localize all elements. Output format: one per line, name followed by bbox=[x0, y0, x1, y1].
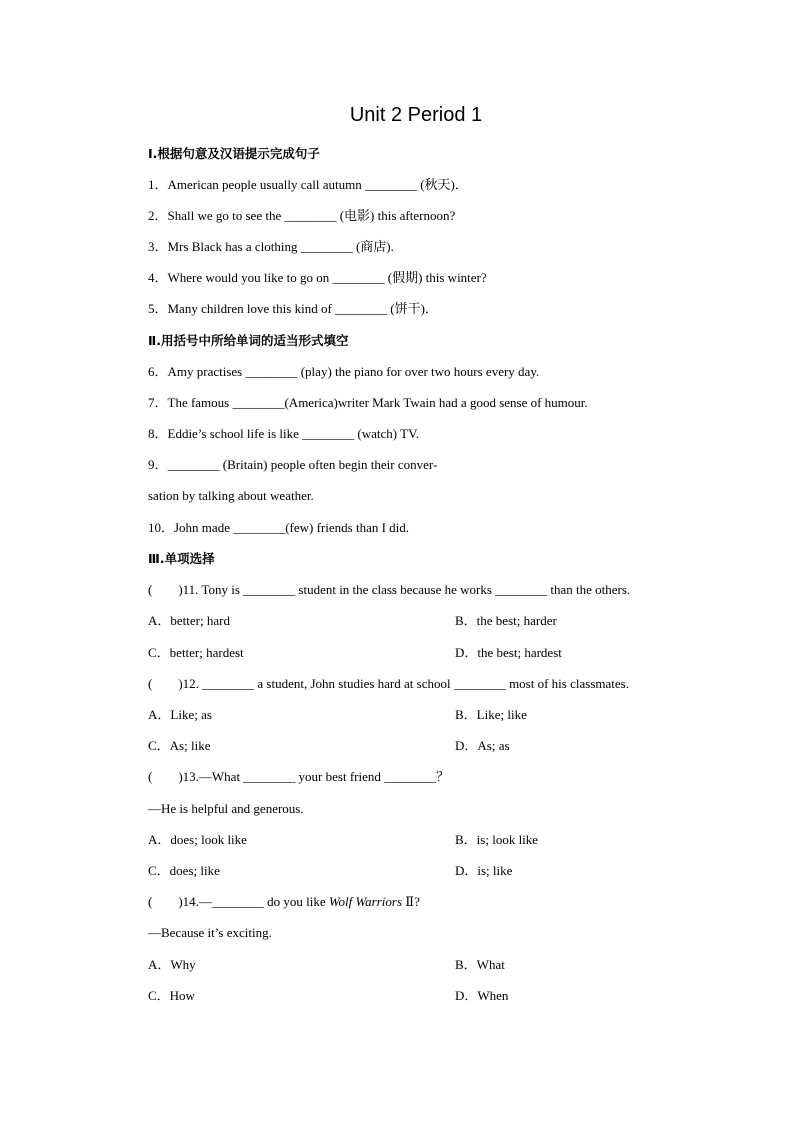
question-12-option-b: B．Like; like bbox=[455, 707, 527, 722]
question-11-option-a: A．better; hard bbox=[148, 613, 230, 628]
question-7: 7．The famous ________(America)writer Mark Twain had a good sense of humour. bbox=[148, 395, 588, 410]
question-14-reply: —Because it’s exciting. bbox=[148, 925, 272, 940]
question-8: 8．Eddie’s school life is like ________ (watch) TV. bbox=[148, 426, 420, 441]
question-13-option-a: A．does; look like bbox=[148, 832, 247, 847]
question-6: 6．Amy practises ________ (play) the piano for over two hours every day. bbox=[148, 364, 540, 379]
question-3: 3．Mrs Black has a clothing ________ (商店). bbox=[148, 239, 394, 254]
question-11-option-b: B．the best; harder bbox=[455, 613, 557, 628]
question-14-movie-title: Wolf Warriors bbox=[328, 894, 402, 909]
question-13-option-b: B．is; look like bbox=[455, 832, 539, 847]
question-14-option-b: B．What bbox=[455, 957, 505, 972]
question-12-option-c: C．As; like bbox=[148, 738, 211, 753]
question-11-option-d: D．the best; hardest bbox=[455, 645, 562, 660]
section-3-heading: Ⅲ.单项选择 bbox=[148, 551, 215, 566]
question-14-stem-prefix: ( )14.—________ do you like bbox=[148, 894, 329, 909]
question-5: 5．Many children love this kind of ________ (饼干)． bbox=[148, 301, 438, 316]
question-13-stem: ( )13.—What ________ your best friend ________？ bbox=[148, 769, 450, 784]
question-9-continued: sation by talking about weather. bbox=[148, 488, 314, 503]
page-title: Unit 2 Period 1 bbox=[349, 104, 483, 126]
question-4: 4．Where would you like to go on ________ (假期) this winter? bbox=[148, 270, 487, 285]
section-1-heading: Ⅰ.根据句意及汉语提示完成句子 bbox=[148, 146, 320, 161]
question-10: 10．John made ________(few) friends than I did. bbox=[148, 520, 410, 535]
question-2: 2．Shall we go to see the ________ (电影) this afternoon? bbox=[148, 208, 456, 223]
question-11-stem: ( )11. Tony is ________ student in the class because he works ________ than the others. bbox=[148, 582, 631, 597]
question-14-option-a: A．Why bbox=[148, 957, 196, 972]
question-13-option-d: D．is; like bbox=[455, 863, 513, 878]
question-14-option-c: C．How bbox=[148, 988, 195, 1003]
question-13-reply: —He is helpful and generous. bbox=[148, 801, 304, 816]
question-14-stem bbox=[148, 894, 420, 910]
question-14-stem-suffix: Ⅱ? bbox=[402, 894, 420, 909]
question-11-option-c: C．better; hardest bbox=[148, 645, 244, 660]
question-12-stem: ( )12. ________ a student, John studies hard at school ________ most of his classmates. bbox=[148, 676, 629, 691]
question-12-option-d: D．As; as bbox=[455, 738, 510, 753]
question-1: 1．American people usually call autumn ________ (秋天)． bbox=[148, 177, 468, 192]
question-12-option-a: A．Like; as bbox=[148, 707, 212, 722]
question-14-option-d: D．When bbox=[455, 988, 509, 1003]
question-9: 9．________ (Britain) people often begin their conver- bbox=[148, 457, 438, 472]
question-13-option-c: C．does; like bbox=[148, 863, 220, 878]
section-2-heading: Ⅱ.用括号中所给单词的适当形式填空 bbox=[148, 333, 349, 348]
